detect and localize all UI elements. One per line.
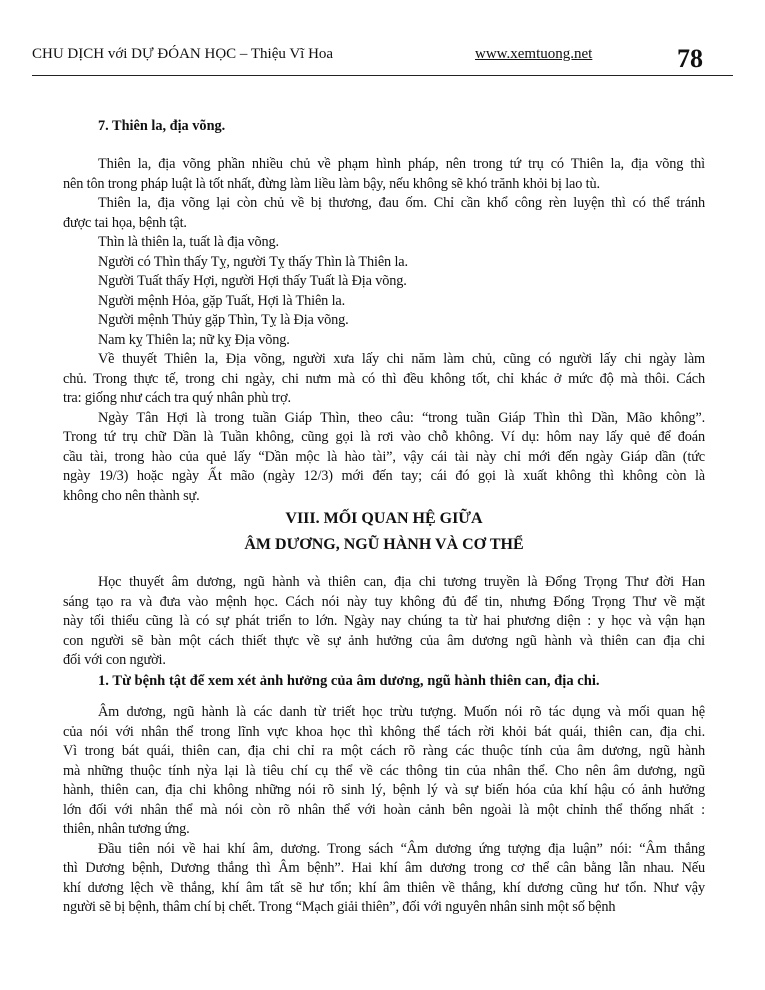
chapter-heading-line-2: ÂM DƯƠNG, NGŨ HÀNH VÀ CƠ THỂ [244,536,524,553]
text-line: Âm dương, ngũ hành là các danh từ triết học trừu tượng. Muốn nói rõ tác dụng và mối quan hệ [98,704,705,720]
text-line: của nói với nhân thể trong lĩnh vực khoa học thì không thể tách rời khỏi bát quái, thiên can, địa chi. [63,723,705,740]
text-line: con người sẽ bàn một cách thiết thực về sự ảnh hưởng của âm dương ngũ hành và thiên can địa chi [63,632,705,649]
text-line: không cho nên thành sự. [63,487,200,504]
header-rule [32,75,733,76]
paragraph [63,840,705,918]
text-line: khí dương lệch về thắng, khí âm tất sẽ hư tổn; khí âm thiên về thắng, khí dương cũng hư tổn. Như vậy [63,879,705,896]
paragraph [63,409,705,507]
text-line: Thiên la, địa võng lại còn chủ về bị thương, đau ốm. Chỉ cần khổ công rèn luyện thì có thể tránh [98,195,705,211]
text-line: sáng tạo ra và đưa vào mệnh học. Cách nói này tuy không đủ để tin, nhưng Đổng Trọng Thư về mặt [63,593,705,610]
text-line: được tai họa, bệnh tật. [63,214,187,231]
text-line: Trong tứ trụ chữ Dần là Tuần không, cũng gọi là rơi vào chỗ không. Ví dụ: hôm nay lấy quẻ để đoán [63,429,705,445]
text-line: thì Dương bệnh, Dương thắng thì Âm bệnh”. Hai khí âm dương trong cơ thể cân bằng lẫn nhau. Nếu [63,860,705,876]
text-line: đối với con người. [63,652,166,668]
running-header-title: CHU DỊCH với DỰ ĐÓAN HỌC – Thiệu Vĩ Hoa [32,46,334,62]
text-line: mà những thuộc tính nỳa lại là tiêu chí cụ thể về các thông tin của nhân thể. Cho nên âm dương, ngũ [63,762,705,779]
section-heading-7: 7. Thiên la, địa võng. [98,118,226,134]
chapter-heading-line-1: VIII. MỐI QUAN HỆ GIỮA [285,510,483,527]
section-1-body [63,703,705,918]
text-line: người sẽ bị bệnh, thâm chí bị chết. Trong “Mạch giải thiên”, đối với nguyên nhân sinh một số bệnh [63,899,616,915]
text-line: thiên, nhân tương ứng. [63,821,190,837]
text-line: Người mệnh Hỏa, gặp Tuất, Hợi là Thiên la. [98,292,346,309]
text-line: này tối thiểu cũng là có sự phát triển to lớn. Ngày nay chúng ta từ hai phương diện : y học và vận hạn [63,613,705,629]
section-7-body [63,155,705,506]
text-line: Ngày Tân Hợi là trong tuần Giáp Thìn, theo câu: “trong tuần Giáp Thìn thì Dần, Mão không”. [98,409,705,426]
text-line: Thiên la, địa võng phần nhiều chủ về phạm hình pháp, nên trong tứ trụ có Thiên la, địa võng thì [98,156,705,172]
text-line: chủ. Trong thực tế, trong chi ngày, chi nưm mà có thì đều không tốt, chỉ khác ở mức độ mà thôi. Cách [63,370,705,387]
text-line: Người Tuất thấy Hợi, người Hợi thấy Tuất là Địa võng. [98,273,407,289]
text-line: Thìn là thiên la, tuất là địa võng. [98,234,279,250]
text-line: hành, thiên can, địa chi không những nói rõ sinh lý, bệnh lý và sự biến hóa của khí hậu có ảnh hưởng [63,782,705,798]
text-line: lớn đối với nhân thể mà nói còn rõ nhân thể với hoàn cảnh bên ngoài là một chỉnh thể thống nhất : [63,801,705,818]
header-url-link[interactable]: www.xemtuong.net [475,46,593,62]
text-line: Người mệnh Thủy gặp Thìn, Tỵ là Địa võng. [98,312,349,328]
intro-paragraph [63,573,705,671]
page-number: 78 [677,44,703,73]
chapter-heading [63,506,705,558]
paragraph [63,311,705,331]
paragraph [63,155,705,194]
paragraph [63,253,705,273]
paragraph [63,233,705,253]
text-line: Về thuyết Thiên la, Địa võng, người xưa lấy chi năm làm chủ, cũng có người lấy chi ngày làm [98,351,705,367]
text-line: Vì trong bát quái, thiên can, địa chi chỉ ra một cách rõ ràng các thuộc tính của âm dương, ngũ hành [63,743,705,759]
text-line: ngày 19/3) hoặc ngày Ất mão (ngày 12/3) mới đến tay; cái đó gọi là xuất không thì không còn là [63,468,705,484]
text-line: Người có Thìn thấy Tỵ, người Tỵ thấy Thìn là Thiên la. [98,253,408,270]
text-line: nên tôn trong pháp luật là tốt nhất, đừng làm liều làm bậy, nếu không sẽ khó trănh khỏi bị lao tù. [63,175,600,192]
section-heading-1: 1. Từ bệnh tật để xem xét ảnh hưởng của âm dương, ngũ hành thiên can, địa chi. [98,673,600,689]
paragraph [63,331,705,351]
paragraph [63,703,705,840]
text-line: tra: giống như cách tra quý nhân phù trợ. [63,390,291,406]
text-line: Học thuyết âm dương, ngũ hành và thiên can, địa chi tương truyền là Đổng Trọng Thư đời Han [98,574,705,590]
paragraph [63,194,705,233]
text-line: Nam kỵ Thiên la; nữ kỵ Địa võng. [98,331,290,348]
paragraph [63,350,705,409]
text-line: cầu tài, trong hào của quẻ lấy “Dần mộc là hào tài”, vậy cái tài này chỉ mới đến ngày Giáp dần (tức [63,448,705,465]
paragraph [63,272,705,292]
paragraph [63,292,705,312]
text-line: Đầu tiên nói về hai khí âm, dương. Trong sách “Âm dương ứng tượng địa luận” nói: “Âm thắng [98,840,705,857]
